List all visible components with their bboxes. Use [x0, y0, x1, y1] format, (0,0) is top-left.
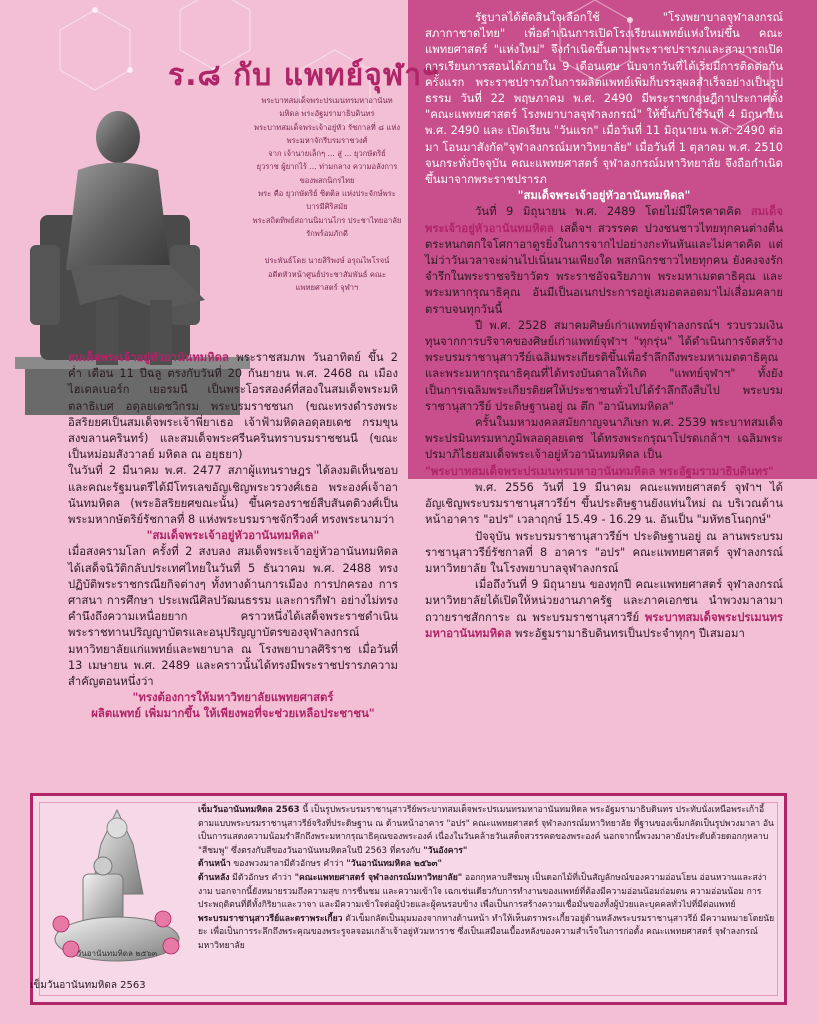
left-paragraph-2: ในวันที่ 2 มีนาคม พ.ศ. 2477 สภาผู้แทนราษฎร ได้ลงมติเห็นชอบ และคณะรัฐมนตรีได้มีโทรเลขอัญเชิญพระวรวงศ์เธอ พระองค์เจ้าอานันทมหิดล (พระอิสริยยศขณะนั้น) ขึ้นครองราชย์สืบสันตติวงศ์เป็นพระมหากษัตริย์รัชกาลที่ 8 แห่งพระบรมราชจักรีวงศ์ ทรงพระนามว่า: [68, 464, 398, 527]
right-paragraph-7: [425, 577, 783, 642]
paragraph-text: ตัวเข็มกลัดเป็นมุมมองจากทางด้านหน้า ทำให้เห็นตราพระเกี้ยวอยู่ด้านหลังพระบรมราชานุสาวรีย์ มีความหมายโดยนัยยะ เพื่อเป็นการระลึกถึงพระคุณของพระรูจลจอมเกล้าเจ้าอยู่หัวมหาราช ซึ่งเป็นเสมือนเบื้องหลังของความสำเร็จในการก่อตั้ง คณะแพทยศาสตร์ จุฬาลงกรณ์มหาวิทยาลัย: [198, 913, 775, 951]
back-label: ด้านหลัง: [198, 872, 230, 883]
right-paragraph-2: [425, 204, 783, 317]
left-emphasis-heading: "สมเด็จพระเจ้าอยู่หัวอานันทมหิดล": [146, 529, 320, 543]
coin-ribbon-text: วันอานันทมหิดล ๒๕๖๓: [76, 949, 158, 958]
paragraph-text: ออกกุหลาบสีชมพู เป็นดอกไม้ที่เป็นสัญลักษณ์ของความอ่อนโยน อ่อนหวานและสง่างาม บอกจากนี้ยังหมายรวมถึงความสุข การชื่นชม และความเข้าใจ เฉกเช่นเดียวกับการทำงานของแพทย์ที่ต้องมีความอ่อนน้อมถ่อมตน ความอ่อนน้อม การประพฤติตนที่ดีทั้งกิริยาและวาจา และมีความเข้าใจต่อผู้ป่วยและผู้คนรอบข้าง เพื่อเป็นการสร้างความเชื่อมั่นของทั้งผู้ป่วยและบุคคลทั่วไปที่มีต่อแพทย์: [198, 872, 767, 911]
king-name-emphasis: สมเด็จพระเจ้าอยู่หัวอานันทมหิดล: [425, 205, 783, 235]
paragraph-text: นี้ เป็นรูปพระบรมราชานุสาวรีย์พระบาทสมเด็จพระปรเมนทรมหาอานันทมหิดล พระอัฐมรามาธิบดินทร ประทับนั่งเหนือพระเก้าอี้ ตามแบบพระบรมราชานุสาวรีย์จริงที่ประดิษฐาน ณ ด้านหน้าอาคาร "อปร" คณะแพทยศาสตร์ จุฬาลงกรณ์มหาวิทยาลัย ที่ฐานของเข็มกลัดเป็นรูปพวงมาลา อันเป็นการแสดงความน้อมรำลึกถึงพระมหากรุณาธิคุณของพระองค์ เนื่องในวันคล้ายวันเสด็จสวรรคตของพระองค์ นอกจากนี้พวงมาลายังประดับด้วยดอกกุหลาบ "สีชมพู" ซึ่งตรงกับสีของวันอานันทมหิดลในปี 2563 ที่ตรงกับ: [198, 805, 774, 856]
right-article-column: [425, 10, 783, 642]
monument-label: พระบรมราชานุสาวรีย์และตราพระเกี้ยว: [198, 913, 343, 924]
paragraph-text: เมื่อถึงวันที่ 9 มิถุนายน ของทุกปี คณะแพทยศาสตร์ จุฬาลงกรณ์มหาวิทยาลัยได้เปิดให้หน่วยงานภาครัฐ และภาคเอกชน นำพวงมาลามาถวายราชสักการะ ณ พระบรมราชานุสาวรีย์: [425, 578, 783, 624]
king-name-emphasis: พระบาทสมเด็จพระปรเมนทรมหาอานันทมหิดล: [425, 610, 783, 640]
poem-credit-role: อดีตหัวหน้าศูนย์ประชาสัมพันธ์ คณะแพทยศาสตร์ จุฬาฯ: [267, 269, 387, 292]
paragraph-text: พระราชสมภพ วันอาทิตย์ ขึ้น 2 ค่ำ เดือน 11 ปีฉลู ตรงกับวันที่ 20 กันยายน พ.ศ. 2468 ณ เมืองไฮเดลเบอร์ก เยอรมนี เป็นพระโอรสองค์ที่สองในสมเด็จพระมหิตลาธิเบศ อดุลยเดชวิกรม พระบรมราชชนก (ขณะทรงดำรงพระอิสริยยศเป็นสมเด็จพระเจ้าพี่ยาเธอ เจ้าฟ้ามหิดลอดุลยเดช กรมขุนสงขลานครินทร์) และสมเด็จพระศรีนครินทราบรมราชชนนี (ขณะเป็นหม่อมสังวาลย์ มหิดล ณ อยุธยา): [68, 351, 398, 462]
poem-line: พระบาทสมเด็จพระปรเมนทรมหาอานันทมหิดล พระอัฐมรามาธิบดินทร: [261, 96, 393, 119]
front-label: ด้านหน้า: [198, 859, 231, 870]
poem-block: [252, 94, 402, 294]
front-inscription: "วันอานันทมหิดล ๒๕๖๓": [346, 859, 443, 870]
poem-line: พระบาทสมเด็จพระเจ้าอยู่หัว รัชกาลที่ ๘ แห่งพระมหาจักรีบรมราชวงศ์: [253, 122, 401, 145]
pin-paragraph-3: [198, 872, 778, 913]
poem-line: พระ คือ ยุวกษัตริย์ ซิตติล แห่งประจักษ์พระบารมีศิริสมัย: [258, 189, 396, 212]
pin-paragraph-2: [198, 858, 778, 872]
pin-info-box: [30, 793, 787, 1005]
paragraph-text: มีตัวอักษร คำว่า: [229, 872, 295, 883]
left-paragraph-1: [68, 350, 398, 463]
left-paragraph-3: เมื่อสงครามโลก ครั้งที่ 2 สงบลง สมเด็จพระเจ้าอยู่หัวอานันทมหิดล ได้เสด็จนิวัติกลับประเทศไทยในวันที่ 5 ธันวาคม พ.ศ. 2488 ทรงปฏิบัติพระราชกรณียกิจต่างๆ ทั้งทางด้านการเมือง การปกครอง การศาสนา การศึกษา ประเพณีศิลปวัฒนธรรม และการกีฬา อย่างไม่ทรงคำนึงถึงความเหนื่อยยาก คราวหนึ่งได้เสด็จพระราชดำเนินพระราชทานปริญญาบัตรและอนุปริญญาบัตรของจุฬาลงกรณ์มหาวิทยาลัยแก่แพทย์และพยาบาล ณ โรงพยาบาลศิริราช เมื่อวันที่ 13 เมษายน พ.ศ. 2489 และคราวนั้นได้ทรงมีพระราชปรารภความสำคัญตอนหนึ่งว่า: [68, 545, 398, 689]
poem-credit: ประพันธ์โดย นายสิริพงษ์ อรุณไพโรจน์: [264, 256, 390, 266]
pin-description: [198, 804, 778, 954]
commemorative-pin-image: [43, 804, 191, 972]
right-paragraph-6: ปัจจุบัน พระบรมราชานุสาวรีย์ฯ ประดิษฐานอยู่ ณ ลานพระบรมราชานุสาวรีย์รัชกาลที่ 8 อาคาร "อปร" คณะแพทยศาสตร์ จุฬาลงกรณ์มหาวิทยาลัย ในโรงพยาบาลจุฬาลงกรณ์: [425, 529, 783, 575]
pin-paragraph-1: [198, 804, 778, 858]
king-name-emphasis: สมเด็จพระเจ้าอยู่หัวอานันทมหิดล: [68, 351, 229, 364]
day-emphasis: "วันอังคาร": [423, 845, 468, 856]
poem-line: พระสถิตทิพย์สถานนิมานไกร ประชาไทยอาลัยรักพร้อมภักดี: [252, 215, 402, 238]
poem-line: ยุวราช ผู้ยากไร้ ... ท่ามกลาง ความอลังการของพสกนิกรไทย: [256, 162, 398, 185]
royal-quote-line-2: ผลิตแพทย์ เพิ่มมากขึ้น ให้เพียงพอที่จะช่วยเหลือประชาชน": [91, 707, 375, 721]
right-paragraph-5: พ.ศ. 2556 วันที่ 19 มีนาคม คณะแพทยศาสตร์ จุฬาฯ ได้อัญเชิญพระบรมราชานุสาวรีย์ฯ ขึ้นประดิษฐานยังแท่นใหม่ ณ บริเวณด้านหน้าอาคาร "อปร" เวลาฤกษ์ 15.49 - 16.29 น. อันเป็น "มหัทธโนฤกษ์": [425, 480, 783, 527]
right-emphasis-heading: "สมเด็จพระเจ้าอยู่หัวอานันทมหิดล": [517, 189, 691, 203]
pin-paragraph-4: [198, 913, 778, 954]
page-title: ร.๘ กับ แพทย์จุฬาฯ: [168, 58, 440, 93]
paragraph-text: ของพวงมาลามีตัวอักษร คำว่า: [230, 859, 347, 870]
pin-name: เข็มวันอานันทมหิดล 2563: [198, 805, 300, 815]
royal-quote-line-1: "ทรงต้องการให้มหาวิทยาลัยแพทยศาสตร์: [132, 691, 334, 705]
poem-line: จาก เจ้านายเล็กๆ ... สู่ ... ยุวกษัตริย์: [268, 149, 386, 159]
paragraph-text: วันที่ 9 มิถุนายน พ.ศ. 2489 โดยไม่มีใครคาดคิด: [475, 205, 751, 219]
right-paragraph-1: รัฐบาลได้ตัดสินใจเลือกใช้ "โรงพยาบาลจุฬาลงกรณ์ สภากาชาดไทย" เพื่อดำเนินการเปิดโรงเรียนแพทย์แห่งใหม่ขึ้น คณะแพทยศาสตร์ "แห่งใหม่" จึงกำเนิดขึ้นตามพระราชปรารภและสามารถเปิดการเรียนการสอนได้ภายใน 9 เดือนเศษ นับจากวันที่ได้เริ่มมีการติดต่อกันครั้งแรก พระราชปรารภในการผลิตแพทย์เพิ่มก็บรรลุผลสำเร็จอย่างเป็นรูปธรรม วันที่ 22 พฤษภาคม พ.ศ. 2490 มีพระราชกฤษฎีกาประกาศตั้ง "คณะแพทยศาสตร์ โรงพยาบาลจุฬาลงกรณ์" ให้ขึ้นกับใช้วันที่ 4 มิถุนายน พ.ศ. 2490 และ เปิดเรียน "วันแรก" เมื่อวันที่ 11 มิถุนายน พ.ศ. 2490 ต่อมา โอนมาสังกัด"จุฬาลงกรณ์มหาวิทยาลัย" เมื่อวันที่ 1 ตุลาคม พ.ศ. 2510 จนกระทั่งปัจจุบัน คณะแพทยศาสตร์ จุฬาลงกรณ์มหาวิทยาลัย จึงถือกำเนิดขึ้นมาจากพระราชปรารภ: [425, 11, 783, 187]
left-article-column: [68, 350, 398, 723]
paragraph-text: พระอัฐมรามาธิบดินทรเป็นประจำทุกๆ ปีเสมอมา: [511, 626, 745, 640]
royal-title-emphasis: "พระบาทสมเด็จพระปรเมนทรมหาอานันทมหิดล พระอัฐมรามาธิบดินทร": [425, 464, 775, 478]
pin-caption: เข็มวันอานันทมหิดล 2563: [30, 980, 146, 991]
right-paragraph-3: ปี พ.ศ. 2528 สมาคมศิษย์เก่าแพทย์จุฬาลงกรณ์ฯ รวบรวมเงินทุนจากการบริจาคของศิษย์เก่าแพทย์จุฬาฯ "ทุกรุ่น" ได้ดำเนินการจัดสร้างพระบรมราชานุสาวรีย์เฉลิมพระเกียรติขึ้นเพื่อรำลึกถึงพระมหาเมตตาธิคุณ และพระมหากรุณาธิคุณที่ได้ทรงบันดาลให้เกิด "แพทย์จุฬาฯ" ทั้งยังเป็นการเฉลิมพระเกียรติยศให้ประชาชนทั่วไปได้รำลึกถึงสืบไป พระบรมราชานุสาวรีย์ ประดิษฐานอยู่ ณ ตึก "อานันทมหิดล": [425, 318, 783, 413]
right-paragraph-4: ครั้นในมหามงคลสมัยกาญจนาภิเษก พ.ศ. 2539 พระบาทสมเด็จพระปรมินทรมหาภูมิพลอดุลยเดช ได้ทรงพระกรุณาโปรดเกล้าฯ เฉลิมพระปรมาภิไธยสมเด็จพระเจ้าอยู่หัวอานันทมหิดล เป็น: [425, 416, 783, 462]
back-inscription: "คณะแพทยศาสตร์ จุฬาลงกรณ์มหาวิทยาลัย": [294, 872, 463, 883]
paragraph-text: เสด็จฯ สวรรคต ปวงชนชาวไทยทุกคนต่างตื่นตระหนกตกใจโศกาอาดูรยิ่งในการจากไปอย่างกะทันหันและไม่คาดคิด แต่ไม่ว่าวันเวลาจะผ่านไปเนิ่นนานเพียงใด พสกนิกรชาวไทยทุกคน ยังคงจงรักจำรึกในพระราชจริยาวัตร พระราชอัจฉริยภาพ พระมหาเมตตาธิคุณ และพระมหากรุณาธิคุณ อันมีเป็นอเนกประการอยู่เสมอตลอดมาไม่เสื่อมคลายตราบจนทุกวันนี้: [425, 221, 783, 316]
